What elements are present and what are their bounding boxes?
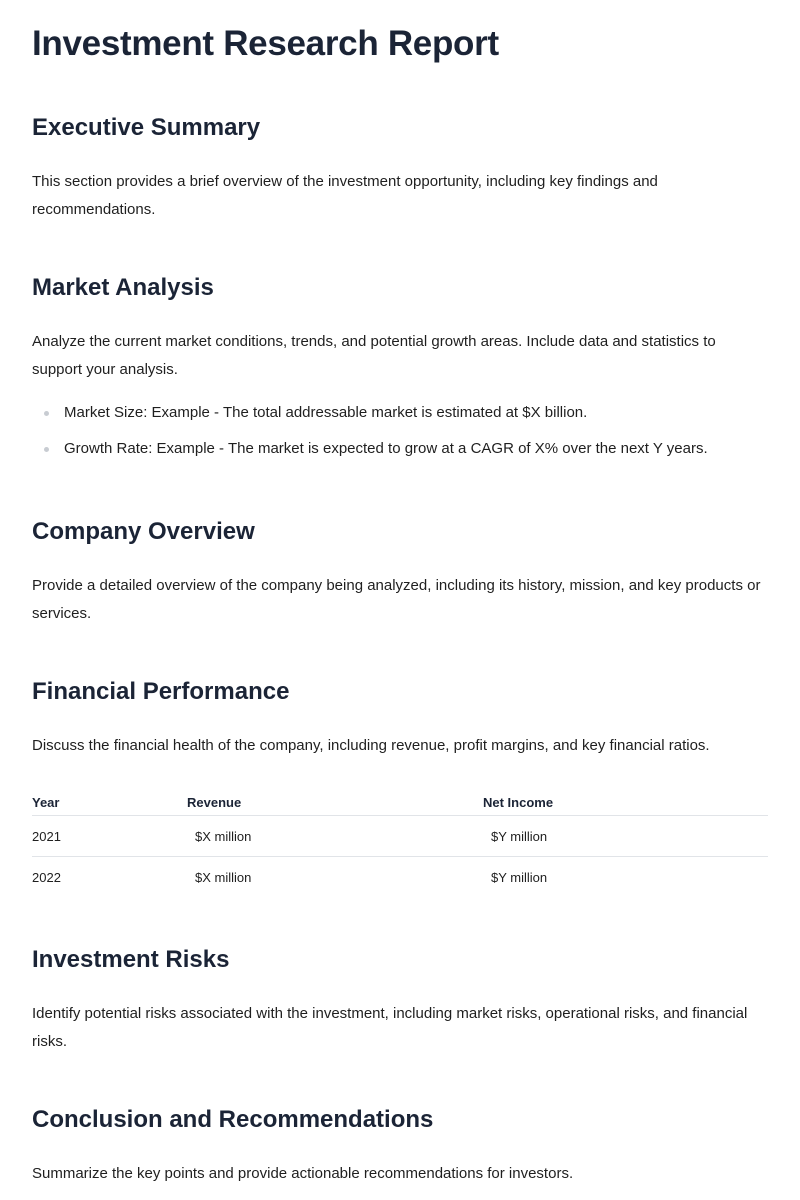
section-body: Summarize the key points and provide actionable recommendations for investors.	[32, 1165, 574, 1182]
list-item	[32, 439, 768, 459]
cell-revenue	[187, 857, 483, 898]
list-item-text: Growth Rate: Example - The market is expected to grow at a CAGR of X% over the next Y years.	[64, 440, 708, 457]
table-row	[32, 857, 768, 898]
cell-revenue-text: $X million	[195, 869, 252, 885]
table-header-row	[32, 789, 768, 816]
cell-year: 2022	[32, 869, 61, 885]
section-market-analysis	[32, 273, 768, 459]
section-heading: Conclusion and Recommendations	[32, 1106, 434, 1133]
section-body: Identify potential risks associated with the investment, including market risks, operational risks, and financial risks.	[32, 1005, 748, 1050]
section-heading: Company Overview	[32, 518, 255, 545]
cell-year: 2021	[32, 816, 187, 857]
section-executive-summary	[32, 113, 768, 224]
table-row	[32, 816, 768, 857]
column-header-revenue: Revenue	[187, 789, 483, 816]
bullet-list	[32, 403, 768, 459]
section-financial-performance	[32, 677, 768, 897]
section-company-overview	[32, 517, 768, 628]
bullet-icon	[44, 447, 49, 452]
cell-net-income-text: $Y million	[491, 828, 548, 844]
column-header-year: Year	[32, 789, 187, 816]
list-item	[32, 403, 768, 423]
section-body: Analyze the current market conditions, trends, and potential growth areas. Include data and statistics to support your analysis.	[32, 333, 716, 378]
section-heading: Investment Risks	[32, 946, 230, 973]
section-conclusion	[32, 1105, 768, 1188]
cell-net-income	[483, 816, 768, 857]
section-heading: Financial Performance	[32, 678, 290, 705]
section-heading: Market Analysis	[32, 274, 214, 301]
section-heading: Executive Summary	[32, 114, 261, 141]
page-title: Investment Research Report	[32, 24, 499, 63]
section-body: Provide a detailed overview of the company being analyzed, including its history, mission, and key products or services.	[32, 577, 761, 622]
cell-revenue	[187, 816, 483, 857]
section-investment-risks	[32, 945, 768, 1056]
cell-revenue-text: $X million	[195, 828, 252, 844]
cell-net-income	[483, 857, 768, 898]
column-header-net-income: Net Income	[483, 789, 768, 816]
list-item-text: Market Size: Example - The total addressable market is estimated at $X billion.	[64, 404, 588, 421]
section-body: This section provides a brief overview of the investment opportunity, including key findings and recommendations.	[32, 173, 658, 218]
section-body: Discuss the financial health of the company, including revenue, profit margins, and key financial ratios.	[32, 737, 710, 754]
cell-net-income-text: $Y million	[491, 869, 548, 885]
bullet-icon	[44, 411, 49, 416]
financial-table	[32, 789, 768, 897]
